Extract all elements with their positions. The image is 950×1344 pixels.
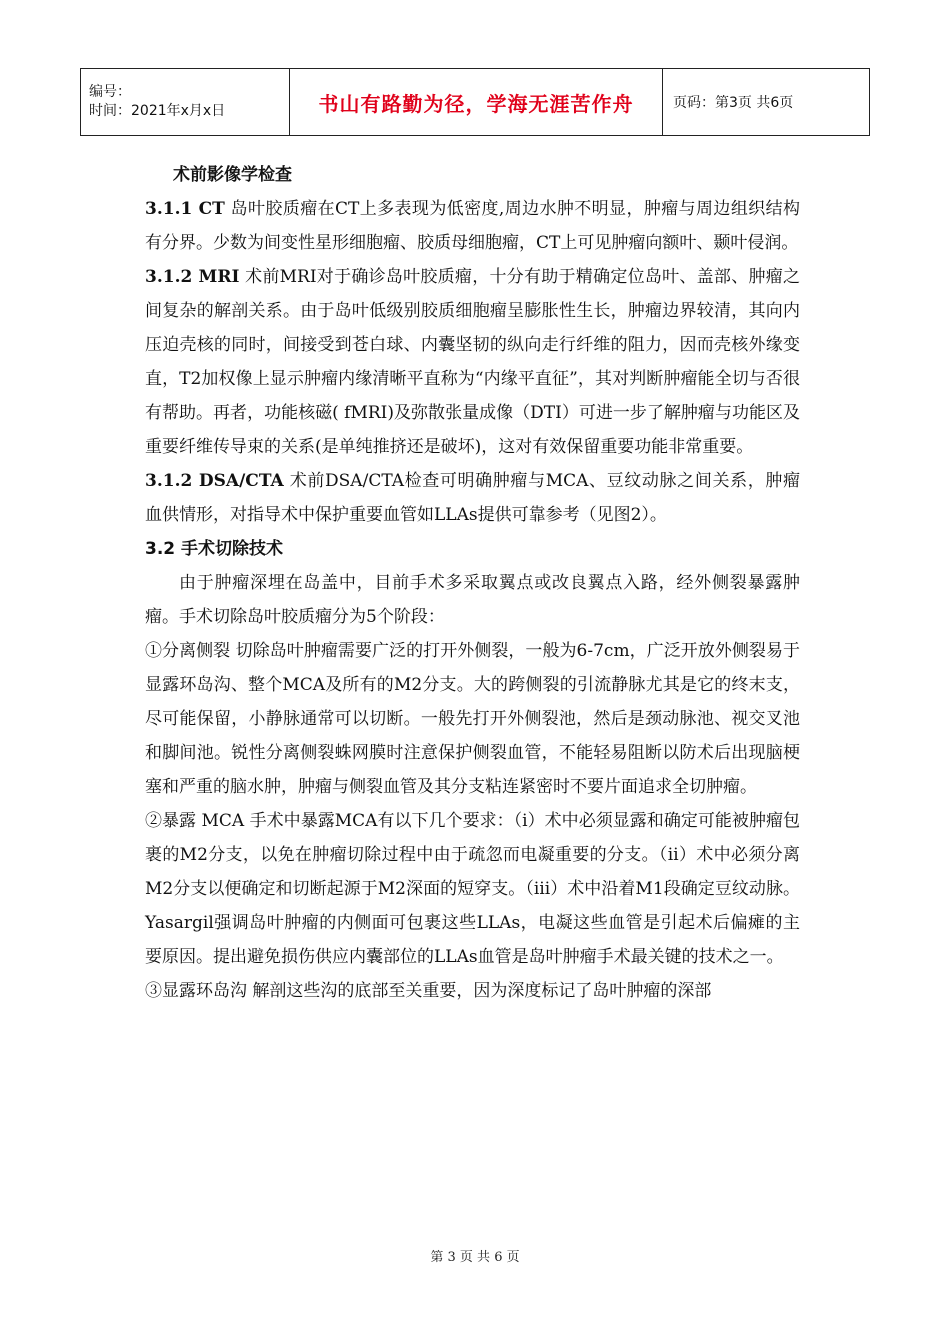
- paragraph-mri: [145, 260, 800, 464]
- header-page-info: 页码：第3页 共6页: [663, 69, 870, 136]
- header-motto: 书山有路勤为径，学海无涯苦作舟: [290, 69, 663, 136]
- paragraph-ct: [145, 192, 800, 260]
- paragraph-mri-number: 3.1.2 MRI: [145, 267, 240, 287]
- paragraph-ct-text: 岛叶胶质瘤在CT上多表现为低密度,周边水肿不明显，肿瘤与周边组织结构有分界。少数为间变性星形细胞瘤、胶质母细胞瘤，CT上可见肿瘤向额叶、颞叶侵润。: [145, 199, 801, 253]
- header-table: [80, 68, 870, 136]
- document-body: [145, 158, 800, 1008]
- paragraph-step-3: ③显露环岛沟 解剖这些沟的底部至关重要，因为深度标记了岛叶肿瘤的深部: [145, 981, 712, 1001]
- paragraph-dsa-number: 3.1.2 DSA/CTA: [145, 471, 284, 491]
- document-number-label: 编号：: [89, 84, 131, 100]
- header-left-cell: [81, 69, 290, 136]
- paragraph-dsa: [145, 464, 800, 532]
- document-date: 时间：2021年x月x日: [89, 103, 226, 119]
- paragraph-dsa-text: 术前DSA/CTA检查可明确肿瘤与MCA、豆纹动脉之间关系，肿瘤血供情形，对指导术中保护重要血管如LLAs提供可靠参考（见图2）。: [145, 471, 800, 525]
- section-title: 术前影像学检查: [173, 165, 292, 185]
- paragraph-step-2: ②暴露 MCA 手术中暴露MCA有以下几个要求：（ⅰ）术中必须显露和确定可能被肿瘤包裹的M2分支，以免在肿瘤切除过程中由于疏忽而电凝重要的分支。（ⅱ）术中必须分离M2分支以便确定和切断起源于M2深面的短穿支。（ⅲ）术中沿着M1段确定豆纹动脉。Yasargil强调岛叶肿瘤的内侧面可包裹这些LLAs，电凝这些血管是引起术后偏瘫的主要原因。提出避免损伤供应内囊部位的LLAs血管是岛叶肿瘤手术最关键的技术之一。: [145, 811, 800, 967]
- paragraph-approach: 由于肿瘤深埋在岛盖中，目前手术多采取翼点或改良翼点入路，经外侧裂暴露肿瘤。手术切除岛叶胶质瘤分为5个阶段：: [145, 573, 800, 627]
- paragraph-step-1: ①分离侧裂 切除岛叶肿瘤需要广泛的打开外侧裂，一般为6-7cm，广泛开放外侧裂易于显露环岛沟、整个MCA及所有的M2分支。大的跨侧裂的引流静脉尤其是它的终末支，尽可能保留，小静脉通常可以切断。一般先打开外侧裂池，然后是颈动脉池、视交叉池和脚间池。锐性分离侧裂蛛网膜时注意保护侧裂血管，不能轻易阻断以防术后出现脑梗塞和严重的脑水肿，肿瘤与侧裂血管及其分支粘连紧密时不要片面追求全切肿瘤。: [145, 641, 800, 797]
- section-heading-surgery: 3.2 手术切除技术: [145, 539, 284, 559]
- paragraph-ct-number: 3.1.1 CT: [145, 199, 225, 219]
- page-footer: 第 3 页 共 6 页: [430, 1250, 520, 1265]
- paragraph-mri-text: 术前MRI对于确诊岛叶胶质瘤，十分有助于精确定位岛叶、盖部、肿瘤之间复杂的解剖关系。由于岛叶低级别胶质细胞瘤呈膨胀性生长，肿瘤边界较清，其向内压迫壳核的同时，间接受到苍白球、内囊坚韧的纵向走行纤维的阻力，因而壳核外缘变直，T2加权像上显示肿瘤内缘清晰平直称为“内缘平直征”，其对判断肿瘤能全切与否很有帮助。再者，功能核磁( fMRI)及弥散张量成像（DTI）可进一步了解肿瘤与功能区及重要纤维传导束的关系(是单纯推挤还是破坏)，这对有效保留重要功能非常重要。: [145, 267, 800, 457]
